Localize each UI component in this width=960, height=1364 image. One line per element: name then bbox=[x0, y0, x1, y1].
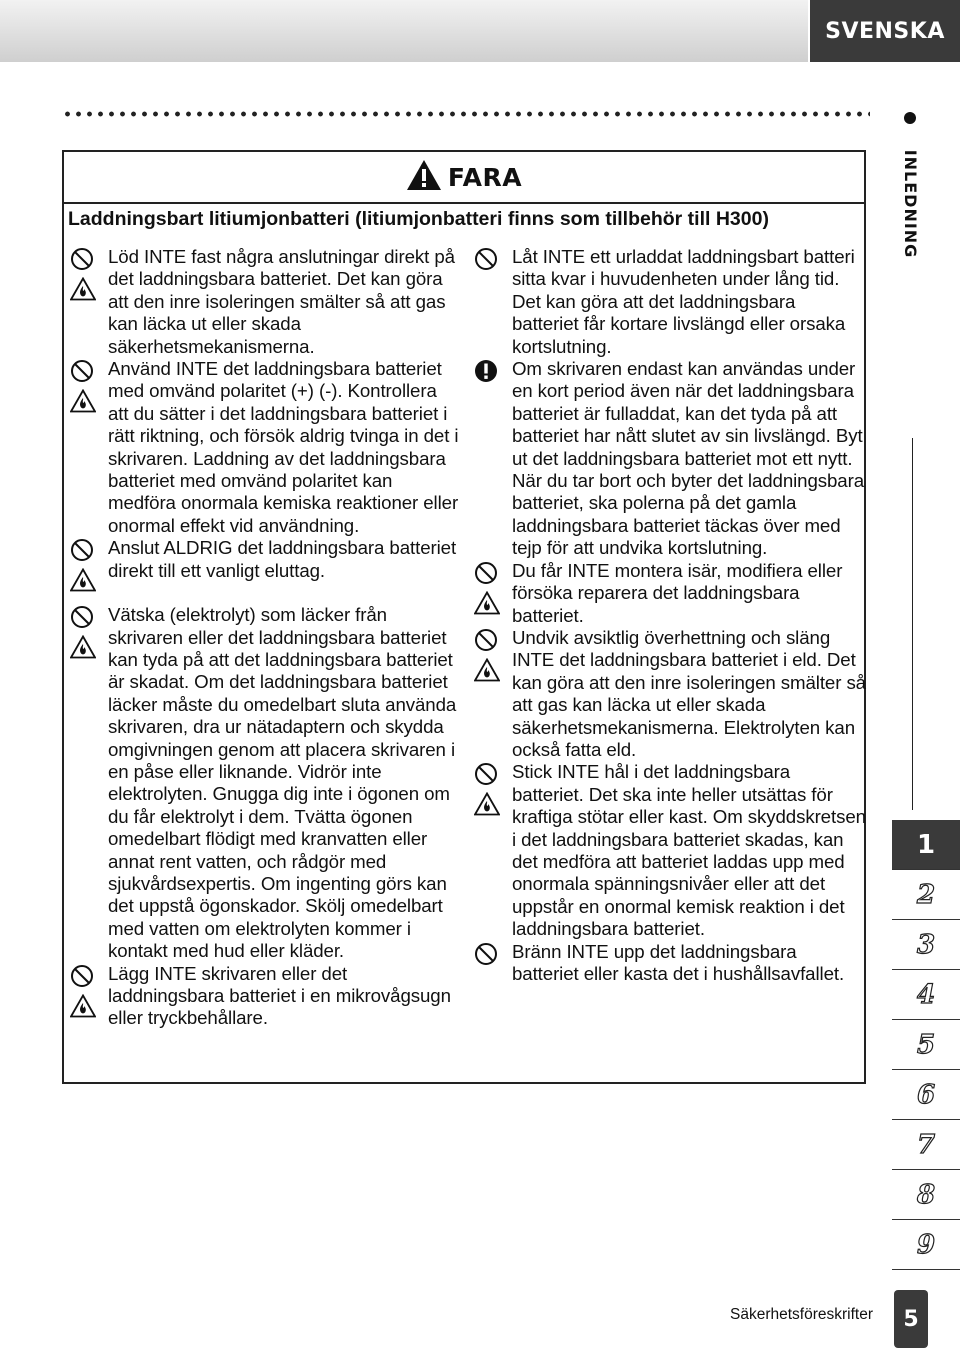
chapter-number: 9 bbox=[916, 1229, 936, 1260]
fire-warning-icon bbox=[70, 635, 104, 659]
warning-item bbox=[474, 560, 866, 627]
chapter-tabs bbox=[892, 820, 960, 1270]
warning-text: Anslut ALDRIG det laddningsbara batteriet direkt till ett vanligt eluttag. bbox=[108, 537, 457, 581]
prohibit-icon bbox=[474, 762, 508, 786]
prohibit-icon bbox=[70, 359, 104, 383]
side-rule bbox=[912, 438, 913, 810]
prohibit-icon bbox=[70, 605, 104, 629]
warning-item bbox=[70, 604, 462, 963]
mandatory-icon bbox=[474, 359, 508, 383]
page-number: 5 bbox=[894, 1290, 928, 1348]
prohibit-icon bbox=[474, 942, 508, 966]
prohibit-icon bbox=[474, 561, 508, 585]
warning-item bbox=[474, 358, 866, 560]
warning-icons bbox=[474, 359, 508, 389]
chapter-tab-7[interactable] bbox=[892, 1120, 960, 1170]
fire-warning-icon bbox=[474, 792, 508, 816]
danger-box bbox=[62, 150, 866, 1084]
warning-item bbox=[70, 358, 462, 537]
warning-item bbox=[474, 627, 866, 761]
header-bar bbox=[0, 0, 808, 62]
warning-icons bbox=[474, 561, 508, 621]
warning-icons bbox=[474, 247, 508, 277]
fire-warning-icon bbox=[70, 277, 104, 301]
chapter-number: 2 bbox=[916, 879, 936, 910]
warning-text: Löd INTE fast några anslutningar direkt på det laddningsbara batteriet. Det kan göra att den inre isoleringen smälter så att gas kan läcka ut eller skada säkerhetsmekanismerna. bbox=[108, 246, 455, 357]
language-tab: SVENSKA bbox=[810, 0, 960, 62]
right-column bbox=[474, 246, 866, 985]
prohibit-icon bbox=[70, 247, 104, 271]
bullet-icon bbox=[904, 112, 916, 124]
prohibit-icon bbox=[70, 538, 104, 562]
fire-warning-icon bbox=[70, 568, 104, 592]
chapter-tab-3[interactable] bbox=[892, 920, 960, 970]
warning-text: Använd INTE det laddningsbara batteriet med omvänd polaritet (+) (-). Kontrollera att du sätter i det laddningsbara batteriet i rätt riktning, och försök aldrig tvinga in det i skrivaren. Laddning av det laddningsbara batteriet med omvänd polaritet kan medföra onormala kemiska reaktioner eller onormal effekt vid användning. bbox=[108, 358, 459, 536]
chapter-tab-8[interactable] bbox=[892, 1170, 960, 1220]
prohibit-icon bbox=[474, 247, 508, 271]
fire-warning-icon bbox=[474, 658, 508, 682]
warning-icons bbox=[474, 628, 508, 688]
warning-text: Bränn INTE upp det laddningsbara batteriet eller kasta det i hushållsavfallet. bbox=[512, 940, 845, 984]
chapter-tab-4[interactable] bbox=[892, 970, 960, 1020]
warning-text: Undvik avsiktlig överhettning och släng INTE det laddningsbara batteriet i eld. Det kan göra att den inre isoleringen smälter så att gas kan läcka ut eller skada säkerhetsmekanismerna. Elektrolyten kan också fatta eld. bbox=[512, 626, 866, 760]
warning-text: Om skrivaren endast kan användas under en kort period även när det laddningsbara batteriet är fulladdat, kan det tyda på att batteriet har nått slutet av sin livslängd. Byt ut det laddningsbara batteriet mot ett nytt. När du tar bort och byter det laddningsbara batteriet, ska polerna på det gamla laddningsbara batteriet täckas över med tejp för att undvika kortslutning. bbox=[512, 358, 865, 559]
prohibit-icon bbox=[70, 964, 104, 988]
chapter-tab-6[interactable] bbox=[892, 1070, 960, 1120]
chapter-number: 3 bbox=[916, 929, 936, 960]
warning-text: Stick INTE hål i det laddningsbara batteriet. Det ska inte heller utsättas för kraftiga stötar eller kast. Om skyddskretsen i det laddningsbara batteriet skadas, kan det medföra att batteriet laddas upp med onormala spänningsnivåer eller att det uppstår en onormal kemisk reaktion i det laddningsbara batteriet. bbox=[512, 761, 866, 940]
danger-header bbox=[64, 152, 864, 204]
chapter-tab-9[interactable] bbox=[892, 1220, 960, 1270]
spacer bbox=[70, 582, 462, 604]
warning-icons bbox=[474, 762, 508, 822]
warning-icons bbox=[474, 942, 508, 972]
warning-item bbox=[474, 941, 866, 986]
dotted-divider bbox=[62, 110, 870, 118]
warning-icons bbox=[70, 538, 104, 598]
warning-item bbox=[474, 246, 866, 358]
footer-section-name: Säkerhetsföreskrifter bbox=[730, 1306, 873, 1323]
warning-item bbox=[70, 246, 462, 358]
left-column bbox=[70, 246, 462, 1030]
danger-title: FARA bbox=[447, 162, 523, 192]
section-name: INLEDNING bbox=[901, 149, 920, 259]
warning-icons bbox=[70, 605, 104, 665]
fire-warning-icon bbox=[70, 389, 104, 413]
chapter-tab-2[interactable] bbox=[892, 870, 960, 920]
warning-item bbox=[474, 761, 866, 940]
warning-text: Låt INTE ett urladdat laddningsbart batteri sitta kvar i huvudenheten under lång tid. Det kan göra att det laddningsbara batteriet får kortare livslängd eller orsaka kortslutning. bbox=[512, 246, 855, 357]
chapter-number: 7 bbox=[916, 1129, 936, 1160]
warning-item bbox=[70, 537, 462, 582]
warning-triangle-icon bbox=[406, 159, 442, 196]
warning-item bbox=[70, 963, 462, 1030]
fire-warning-icon bbox=[70, 994, 104, 1018]
chapter-number: 6 bbox=[916, 1079, 936, 1110]
prohibit-icon bbox=[474, 628, 508, 652]
warning-text: Lägg INTE skrivaren eller det laddningsbara batteriet i en mikrovågsugn eller tryckbehållare. bbox=[108, 962, 451, 1029]
chapter-number: 5 bbox=[916, 1029, 936, 1060]
battery-subtitle: Laddningsbart litiumjonbatteri (litiumjonbatteri finns som tillbehör till H300) bbox=[68, 208, 769, 230]
warning-text: Vätska (elektrolyt) som läcker från skrivaren eller det laddningsbara batteriet kan tyda på att det laddningsbara batteriet är skadat. Om det laddningsbara batteriet läcker måste du omedelbart sluta använda skrivaren, dra ur nätadaptern och skydda omgivningen genom att placera skrivaren i en påse eller liknande. Vidrör inte elektrolyten. Gnugga dig inte i ögonen om du får elektrolyt i dem. Tvätta ögonen omedelbart flödigt med kranvatten eller annat rent vatten, och rådgör med sjukvårdsexpertis. Om ingenting görs kan det uppstå ögonskador. Skölj omedelbart med vatten om elektrolyten kommer i kontakt med hud eller kläder. bbox=[108, 604, 457, 962]
chapter-number: 1 bbox=[916, 829, 936, 860]
chapter-tab-5[interactable] bbox=[892, 1020, 960, 1070]
fire-warning-icon bbox=[474, 591, 508, 615]
warning-icons bbox=[70, 964, 104, 1024]
chapter-number: 4 bbox=[916, 979, 936, 1010]
warning-icons bbox=[70, 247, 104, 307]
warning-icons bbox=[70, 359, 104, 419]
warning-text: Du får INTE montera isär, modifiera eller försöka reparera det laddningsbara batteriet. bbox=[512, 559, 843, 626]
chapter-number: 8 bbox=[916, 1179, 936, 1210]
section-side-label bbox=[898, 112, 922, 259]
chapter-tab-1[interactable] bbox=[892, 820, 960, 870]
